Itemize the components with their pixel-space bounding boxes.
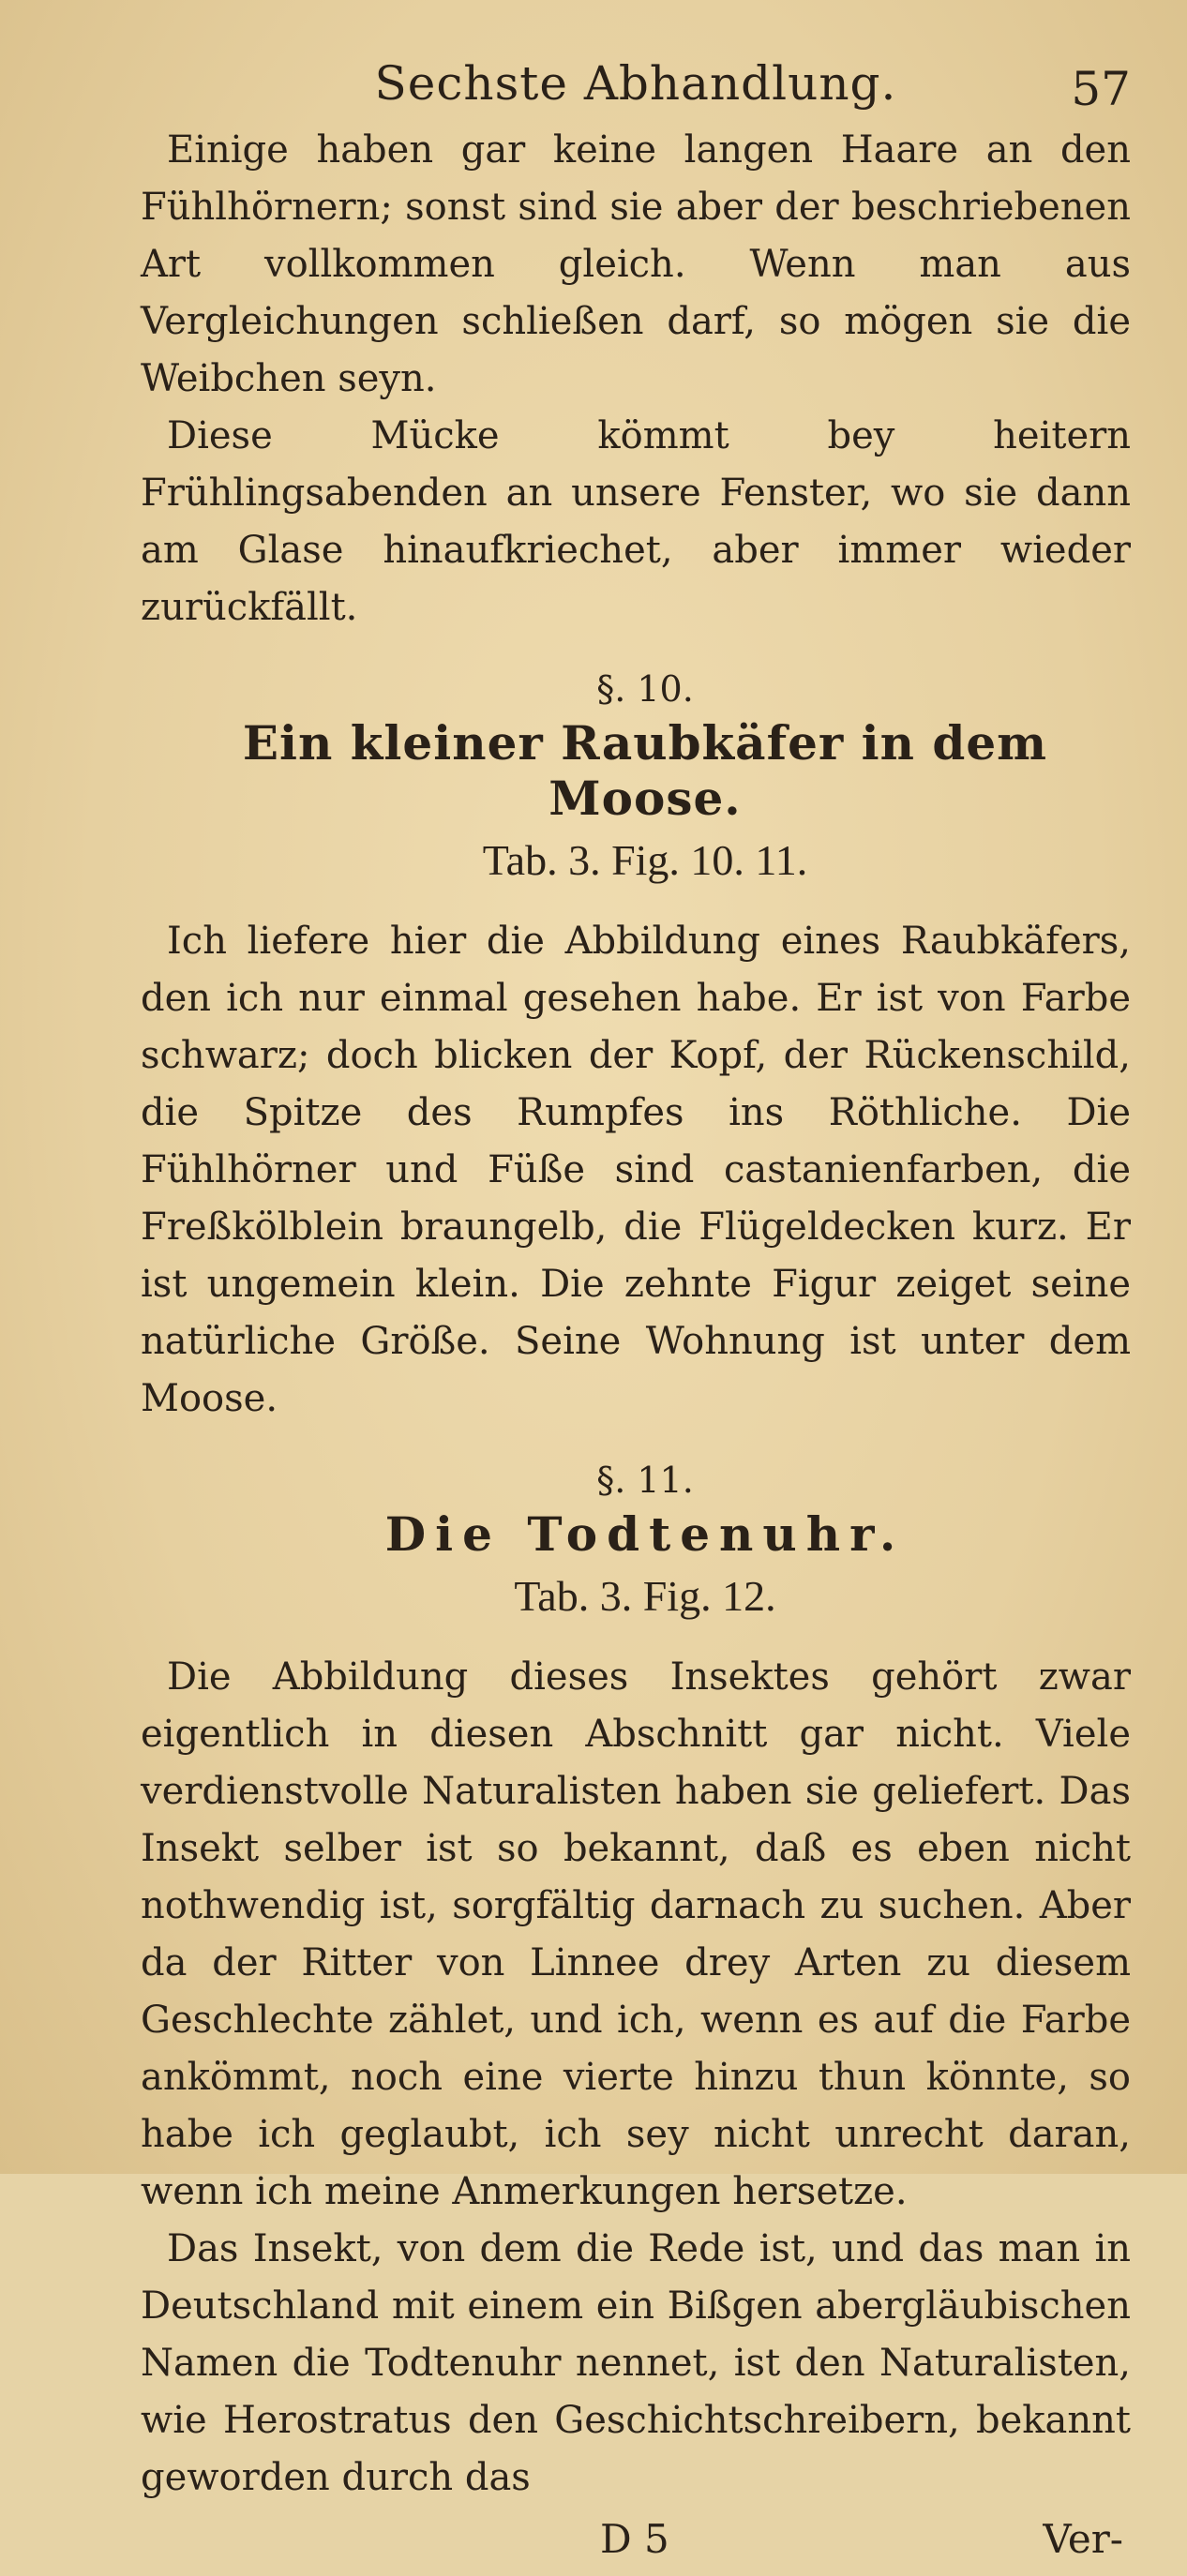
catchword: Ver- <box>1043 2516 1123 2562</box>
section-number-10: §. 10. <box>596 668 694 710</box>
page-footer <box>141 2510 1131 2576</box>
paragraph-hair-antennae: Einige haben gar keine langen Haare an den Fühlhörnern; sonst sind sie aber der beschriebenen Art vollkommen gleich. Wenn man aus Vergleichungen schließen darf, so mögen sie die Weibchen seyn. <box>141 128 1131 400</box>
paragraph-todtenuhr-name: Das Insekt, von dem die Rede ist, und das man in Deutschland mit einem ein Bißgen abergläubischen Namen die Todtenuhr nennet, ist den Naturalisten, wie Herostratus den Geschichtschreibern, bekannt geworden durch das <box>141 2227 1131 2499</box>
paragraph-raubkaefer: Ich liefere hier die Abbildung eines Raubkäfers, den ich nur einmal gesehen habe. Er ist von Farbe schwarz; doch blicken der Kopf, der Rückenschild, die Spitze des Rumpfes ins Röthliche. Die Fühlhörner und Füße sind castanienfarben, die Freßkölblein braungelb, die Flügeldecken kurz. Er ist ungemein klein. Die zehnte Figur zeiget seine natürliche Größe. Seine Wohnung ist unter dem Moose. <box>141 920 1131 1420</box>
paragraph-mosquito-window: Diese Mücke kömmt bey heitern Frühlingsabenden an unsere Fenster, wo sie dann am Glase hinaufkriechet, aber immer wieder zurückfällt. <box>141 414 1131 629</box>
plate-reference-10: Tab. 3. Fig. 10. 11. <box>482 836 808 884</box>
section-title-raubkaefer: Ein kleiner Raubkäfer in dem Moose. <box>242 715 1048 826</box>
paragraph-todtenuhr-intro: Die Abbildung dieses Insektes gehört zwar eigentlich in diesen Abschnitt gar nicht. Viele verdienstvolle Naturalisten haben sie geliefert. Das Insekt selber ist so bekannt, daß es eben nicht nothwendig ist, sorgfältig darnach zu suchen. Aber da der Ritter von Linnee drey Arten zu diesem Geschlechte zählet, und ich, wenn es auf die Farbe ankömmt, noch eine vierte hinzu thun könnte, so habe ich geglaubt, ich sey nicht unrecht daran, wenn ich meine Anmerkungen hersetze. <box>141 1655 1131 2213</box>
running-title: Sechste Abhandlung. <box>374 56 897 111</box>
page-number: 57 <box>1071 62 1131 116</box>
signature-mark: D 5 <box>600 2516 669 2562</box>
section-number-11: §. 11. <box>596 1460 694 1501</box>
page-header <box>141 37 1131 122</box>
plate-reference-11: Tab. 3. Fig. 12. <box>514 1572 776 1620</box>
section-title-todtenuhr: Die Todtenuhr. <box>384 1506 906 1562</box>
